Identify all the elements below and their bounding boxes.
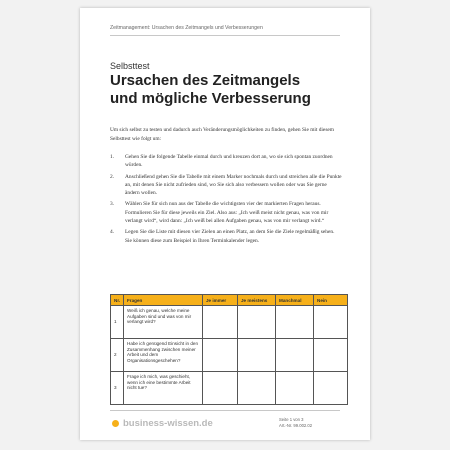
row-number: 2 [111,339,124,372]
title-line-2: und mögliche Verbesserung [110,90,311,107]
row-number: 3 [111,372,124,405]
section-kicker: Selbsttest [110,61,150,71]
page-info [279,417,339,429]
row-question: Frage ich mich, was geschieht, wenn ich eine bestimmte Arbeit nicht tue? [124,372,203,405]
self-test-table [110,294,348,405]
step-item [110,228,342,245]
column-header-fragen: Fragen [124,295,203,306]
step-text: Gehen Sie die folgende Tabelle einmal durch und kreuzen dort an, wo sie sich spontan zuordnen würden. [125,154,333,169]
column-header-je-meistens: Je meistens [238,295,276,306]
answer-cell-je-immer[interactable] [203,306,238,339]
step-number: 1. [110,154,115,160]
answer-cell-nein[interactable] [314,372,348,405]
step-number: 3. [110,201,115,208]
logo-text: business-wissen.de [123,418,213,429]
step-item [110,200,342,225]
answer-cell-je-meistens[interactable] [238,372,276,405]
answer-cell-je-meistens[interactable] [238,339,276,372]
answer-cell-manchmal[interactable] [276,339,314,372]
row-question: Habe ich genügend Einsicht in den Zusammenhang zwischen meiner Arbeit und dem Organisationsgeschehen? [124,339,203,372]
article-number: Art.-Nr. 99.002.02 [279,423,313,428]
page-number: Seite 1 von 3 [279,417,304,422]
step-text: Anschließend gehen Sie die Tabelle mit einem Marker nochmals durch und streichen alle die Punkte an, mit denen Sie nicht zufrieden sind, wo Sie sich also verbessern wollen oder was Sie gerne ändern wollen. [125,173,342,197]
table-row [111,372,348,405]
header-divider [110,35,340,36]
answer-cell-nein[interactable] [314,306,348,339]
answer-cell-manchmal[interactable] [276,372,314,405]
step-number: 4. [110,229,115,236]
answer-cell-nein[interactable] [314,339,348,372]
row-question: Weiß ich genau, welche meine Aufgaben sind und was von mir verlangt wird? [124,306,203,339]
answer-cell-je-immer[interactable] [203,339,238,372]
table-row [111,306,348,339]
column-header-je-immer: Je immer [203,295,238,306]
logo-dot-icon [112,420,119,427]
column-header-nein: Nein [314,295,348,306]
title-line-1: Ursachen des Zeitmangels [110,72,301,89]
answer-cell-je-immer[interactable] [203,372,238,405]
table-row [111,339,348,372]
footer-divider [110,410,340,411]
answer-cell-je-meistens[interactable] [238,306,276,339]
intro-paragraph: Um sich selbst zu testen und dadurch auch Veränderungsmöglichkeiten zu finden, gehen Sie mit diesem Selbsttest wie folgt um: [110,127,335,143]
document-page [80,8,370,440]
row-number: 1 [111,306,124,339]
step-number: 2. [110,173,115,180]
answer-cell-manchmal[interactable] [276,306,314,339]
step-text: Wählen Sie für sich nun aus der Tabelle die wichtigsten vier der markierten Fragen heraus. Formulieren Sie für diese jeweils ein Ziel. Also aus: „Ich weiß meist nicht genau, was von mir verlangt wird“, wird dann: „Ich weiß bei allen Aufgaben genau, was von mir verlangt wird.“ [125,201,329,225]
column-header-nr: Nr. [111,295,124,306]
column-header-manchmal: Manchmal [276,295,314,306]
step-item [110,153,342,170]
page-title [110,72,350,108]
brand-logo [112,418,213,429]
table-header-row [111,295,348,306]
step-item [110,173,342,198]
steps-list [110,153,342,248]
step-text: Legen Sie die Liste mit diesen vier Zielen an einen Platz, an dem Sie die Ziele regelmäßig sehen. Sie können diese zum Beispiel in Ihren Terminkalender legen. [125,229,335,244]
running-header: Zeitmanagement: Ursachen des Zeitmangels und Verbesserungen [110,25,263,31]
